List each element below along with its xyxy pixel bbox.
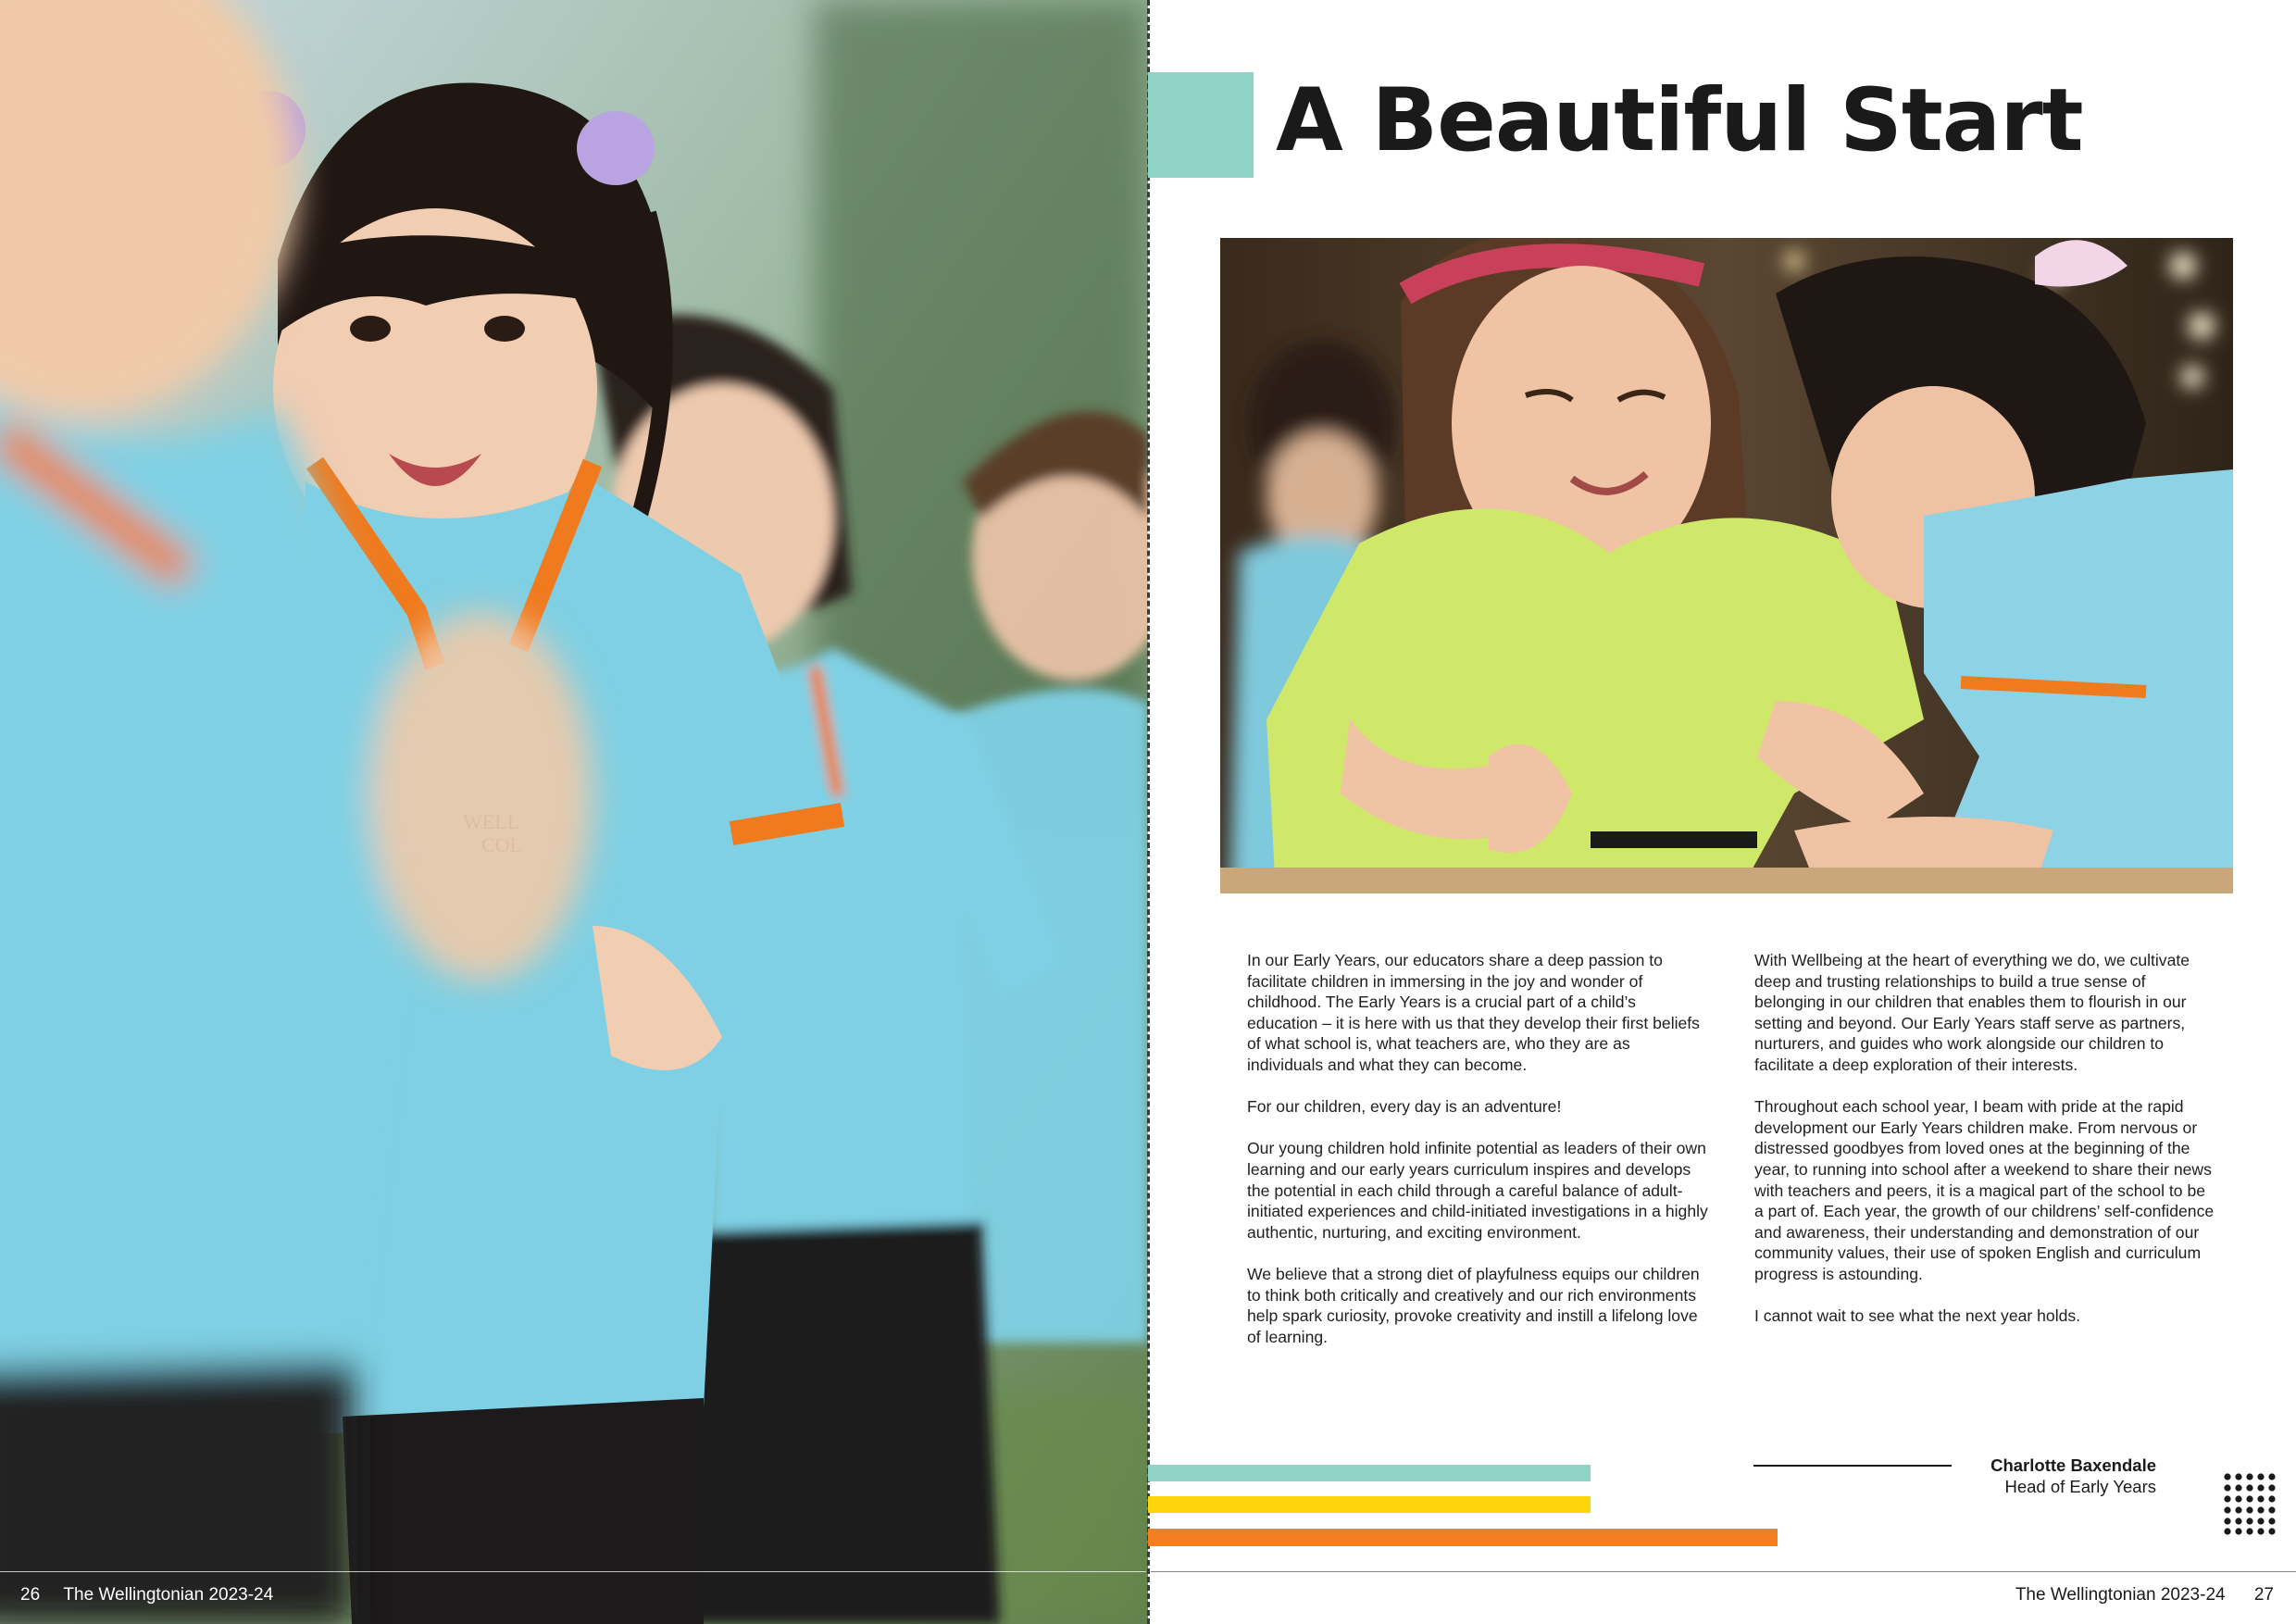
publication-name-left: The Wellingtonian 2023-24 [63,1585,274,1605]
paragraph: We believe that a strong diet of playfulness equips our children to think both critically and creatively and our rich environments help spark curiosity, provoke creativity and instill a lifelong love of learning. [1247,1264,1700,1346]
signature [1990,1455,2156,1497]
page-number-left: 26 [20,1585,41,1605]
page-divider [1147,0,1150,1624]
signature-name: Charlotte Baxendale [1990,1455,2156,1475]
paragraph: Our young children hold infinite potential as leaders of their own learning and our early years curriculum inspires and develops the potential in each child through a careful balance of adult-initiated experiences and child-initiated investigations in a highly authentic, nurturing, and exciting environment. [1247,1139,1708,1242]
teal-stripe [1148,1465,1591,1481]
orange-stripe [1148,1529,1778,1546]
body-text-right-column [1754,950,2217,1347]
page-number-right: 27 [2253,1585,2274,1605]
teacher-with-child-photo [1220,238,2233,893]
teacher-with-child-illustration [1220,238,2233,893]
yellow-stripe [1148,1496,1591,1513]
footer-left [20,1584,273,1606]
paragraph: I cannot wait to see what the next year holds. [1754,1306,2081,1326]
paragraph: In our Early Years, our educators share a deep passion to facilitate children in immersing in the joy and wonder of childhood. The Early Years is a crucial part of a child’s education – it is here with us that they develop their first beliefs of what school is, what teachers are, who they are as individuals and what they can become. [1247,951,1700,1074]
signature-line [1753,1465,1952,1467]
footer-rule-left [0,1571,1146,1572]
dot-grid-icon [2222,1472,2277,1535]
page-title: A Beautiful Start [1276,70,2083,171]
title-accent-block [1148,72,1254,178]
footer-right [2015,1584,2274,1606]
footer-rule-right [1151,1571,2296,1572]
publication-name-right: The Wellingtonian 2023-24 [2015,1585,2226,1605]
signature-role: Head of Early Years [2004,1477,2156,1496]
paragraph: With Wellbeing at the heart of everything we do, we cultivate deep and trusting relationships to build a true sense of belonging in our children that enables them to flourish in our setting and beyond. Our Early Years staff serve as partners, nurturers, and guides who work alongside our children to facilitate a deep exploration of their interests. [1754,951,2190,1074]
paragraph: Throughout each school year, I beam with pride at the rapid development our Early Years children make. From nervous or distressed goodbyes from loved ones at the beginning of the year, to running into school after a weekend to share their news with teachers and peers, it is a magical part of the school to be a part of. Each year, the growth of our childrens’ self-confidence and awareness, their understanding and demonstration of our community values, their use of spoken English and curriculum progress is astounding. [1754,1097,2215,1283]
body-text-left-column [1247,950,1710,1368]
paragraph: For our children, every day is an adventure! [1247,1097,1562,1117]
